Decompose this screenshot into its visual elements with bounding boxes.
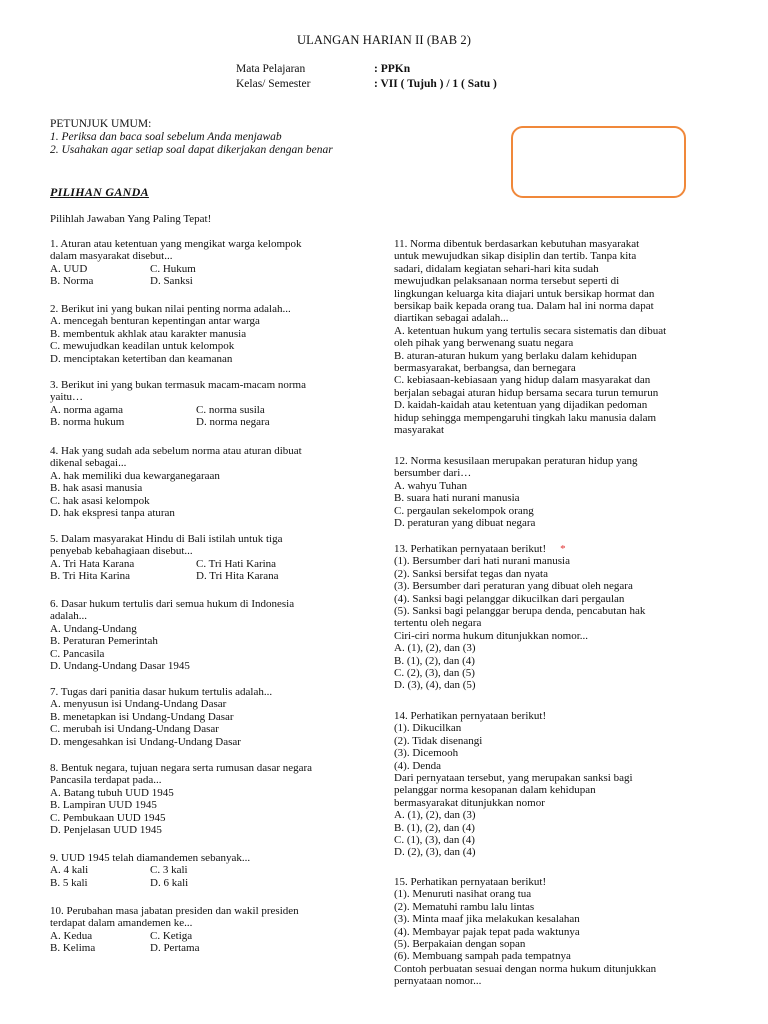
option-b[interactable]: B. suara hati nurani manusia [394, 492, 520, 505]
general-instructions [50, 118, 333, 157]
option-b[interactable]: B. norma hukum [50, 416, 125, 429]
question-stem: 10. Perubahan masa jabatan presiden dan wakil presiden terdapat dalam amandemen ke... [50, 905, 299, 930]
option-b[interactable]: B. Norma [50, 275, 94, 288]
option-grid [50, 864, 350, 889]
option-d[interactable]: D. (2), (3), dan (4) [394, 846, 476, 859]
question-7 [50, 686, 350, 748]
option-d[interactable]: D. hak ekspresi tanpa aturan [50, 507, 175, 520]
option-grid [50, 558, 350, 583]
statement: (4). Denda [394, 759, 442, 772]
question-9 [50, 852, 350, 889]
option-a[interactable]: A. (1), (2), dan (3) [394, 642, 476, 655]
option-a[interactable]: A. norma agama [50, 403, 123, 416]
option-a[interactable]: A. Undang-Undang [50, 622, 137, 635]
question-prompt: Ciri-ciri norma hukum ditunjukkan nomor... [394, 629, 589, 642]
option-a[interactable]: A. mencegah benturan kepentingan antar warga [50, 315, 260, 328]
option-d[interactable]: D. Pertama [150, 942, 200, 955]
option-c[interactable]: C. hak asasi kelompok [50, 494, 150, 507]
option-grid [50, 930, 350, 955]
question-stem [394, 543, 694, 555]
option-d[interactable]: D. Tri Hita Karana [196, 570, 279, 583]
statement: (6). Membuang sampah pada tempatnya [394, 950, 571, 963]
statement: (5). Berpakaian dengan sopan [394, 938, 526, 951]
option-a[interactable]: A. wahyu Tuhan [394, 479, 468, 492]
option-b[interactable]: B. aturan-aturan hukum yang berlaku dalam kehidupan bermasyarakat, berbangsa, dan bernegara [394, 349, 637, 375]
option-c[interactable]: C. Hukum [150, 262, 196, 275]
statement: (5). Sanksi bagi pelanggar berupa denda, pencabutan hak tertentu oleh negara [394, 605, 646, 630]
option-c[interactable]: C. norma susila [196, 403, 265, 416]
question-stem: 3. Berikut ini yang bukan termasuk macam-macam norma yaitu… [50, 379, 306, 404]
statement: (1). Menuruti nasihat orang tua [394, 888, 532, 901]
question-stem: 12. Norma kesusilaan merupakan peraturan hidup yang bersumber dari… [394, 455, 638, 480]
option-b[interactable]: B. (1), (2), dan (4) [394, 821, 475, 834]
statement: (1). Bersumber dari hati nurani manusia [394, 555, 570, 568]
question-3 [50, 379, 350, 429]
option-c[interactable]: C. mewujudkan keadilan untuk kelompok [50, 340, 235, 353]
question-13 [394, 543, 694, 692]
statement: (1). Dikucilkan [394, 722, 462, 735]
option-b[interactable]: B. menetapkan isi Undang-Undang Dasar [50, 710, 234, 723]
question-stem: 1. Aturan atau ketentuan yang mengikat warga kelompok dalam masyarakat disebut... [50, 238, 302, 263]
option-a[interactable]: A. UUD [50, 262, 88, 275]
question-8 [50, 762, 350, 836]
option-a[interactable]: A. Tri Hata Karana [50, 557, 135, 570]
statement: (2). Mematuhi rambu lalu lintas [394, 900, 535, 913]
section-directive: Pilihlah Jawaban Yang Paling Tepat! [50, 213, 212, 225]
option-a[interactable]: A. ketentuan hukum yang tertulis secara sistematis dan dibuat oleh pihak yang berwenang suatu negara [394, 324, 667, 350]
option-d[interactable]: D. norma negara [196, 416, 270, 429]
question-stem: 5. Dalam masyarakat Hindu di Bali istilah untuk tiga penyebab kebahagiaan disebut... [50, 533, 283, 558]
statement: (4). Membayar pajak tepat pada waktunya [394, 925, 580, 938]
option-d[interactable]: D. Sanksi [150, 275, 193, 288]
question-6 [50, 598, 350, 672]
statement: (2). Tidak disenangi [394, 734, 483, 747]
option-c[interactable]: C. Tri Hati Karina [196, 557, 277, 570]
option-d[interactable]: D. peraturan yang dibuat negara [394, 517, 536, 530]
question-stem: 8. Bentuk negara, tujuan negara serta rumusan dasar negara Pancasila terdapat pada... [50, 762, 313, 787]
question-stem: 11. Norma dibentuk berdasarkan kebutuhan masyarakat untuk mewujudkan sikap disiplin dan tertib. Tanpa kita sadari, didalam kegiatan sehari-hari kita sudah mewujudkan pelaksanaan norma tersebut seperti di lingkungan keluarga kita diajari untuk bersikap hormat dan bersikap baik kepada orang tua. Dalam hal ini norma dapat diartikan sebagai adalah... [394, 238, 655, 325]
option-grid [50, 263, 350, 288]
question-prompt: Dari pernyataan tersebut, yang merupakan sanksi bagi pelanggar norma kesopanan dalam kehidupan bermasyarakat ditunjukkan nomor [394, 772, 633, 809]
question-2 [50, 303, 350, 365]
question-4 [50, 445, 350, 519]
option-a[interactable]: A. Batang tubuh UUD 1945 [50, 786, 174, 799]
question-stem: 4. Hak yang sudah ada sebelum norma atau aturan dibuat dikenal sebagai... [50, 445, 302, 470]
class-value: : VII ( Tujuh ) / 1 ( Satu ) [374, 78, 497, 90]
question-stem: 6. Dasar hukum tertulis dari semua hukum di Indonesia adalah... [50, 598, 295, 623]
option-c[interactable]: C. Pembukaan UUD 1945 [50, 811, 166, 824]
option-b[interactable]: B. Lampiran UUD 1945 [50, 799, 157, 812]
option-b[interactable]: B. Tri Hita Karina [50, 570, 131, 583]
question-stem: 9. UUD 1945 telah diamandemen sebanyak... [50, 852, 251, 864]
option-b[interactable]: B. Peraturan Pemerintah [50, 635, 158, 648]
option-a[interactable]: A. 4 kali [50, 864, 89, 877]
name-score-box [511, 126, 686, 198]
question-stem: 7. Tugas dari panitia dasar hukum tertulis adalah... [50, 686, 273, 698]
question-stem: 15. Perhatikan pernyataan berikut! [394, 876, 547, 888]
statement: (4). Sanksi bagi pelanggar dikucilkan dari pergaulan [394, 592, 625, 605]
option-d[interactable]: D. Penjelasan UUD 1945 [50, 824, 162, 837]
option-d[interactable]: D. menciptakan ketertiban dan keamanan [50, 352, 233, 365]
option-c[interactable]: C. (2), (3), dan (5) [394, 667, 475, 680]
option-d[interactable]: D. 6 kali [150, 876, 189, 889]
question-10 [50, 905, 350, 955]
option-a[interactable]: A. hak memiliki dua kewarganegaraan [50, 469, 220, 482]
question-15 [394, 876, 694, 988]
statement: (3). Bersumber dari peraturan yang dibuat oleh negara [394, 580, 633, 593]
instructions-heading: PETUNJUK UMUM: [50, 118, 152, 130]
question-stem: 2. Berikut ini yang bukan nilai penting norma adalah... [50, 303, 291, 315]
option-c[interactable]: C. kebiasaan-kebiasaan yang hidup dalam masyarakat dan berjalan sebagai aturan hidup bersama secara turun temurun [394, 374, 659, 399]
statement: (2). Sanksi bersifat tegas dan nyata [394, 567, 548, 580]
subject-label: Mata Pelajaran [236, 63, 306, 75]
option-c[interactable]: C. pergaulan sekelompok orang [394, 504, 534, 517]
subject-value: : PPKn [374, 63, 411, 75]
question-1 [50, 238, 350, 288]
option-b[interactable]: B. membentuk akhlak atau karakter manusia [50, 327, 247, 340]
question-14 [394, 710, 694, 859]
red-star-mark: * [560, 543, 566, 555]
option-a[interactable]: A. (1), (2), dan (3) [394, 809, 476, 822]
question-12 [394, 455, 694, 529]
option-d[interactable]: D. kaidah-kaidah atau ketentuan yang dijadikan pedoman hidup sehingga mempengaruhi tingkah laku manusia dalam masyarakat [394, 399, 657, 437]
option-c[interactable]: C. Ketiga [150, 929, 193, 942]
option-d[interactable]: D. (3), (4), dan (5) [394, 679, 476, 692]
question-stem-text: 13. Perhatikan pernyataan berikut! [394, 543, 547, 555]
question-prompt: Contoh perbuatan sesuai dengan norma hukum ditunjukkan pernyataan nomor... [394, 962, 657, 988]
section-title: PILIHAN GANDA [50, 185, 149, 199]
option-d[interactable]: D. Undang-Undang Dasar 1945 [50, 660, 190, 673]
option-c[interactable]: C. merubah isi Undang-Undang Dasar [50, 723, 219, 736]
exam-title: ULANGAN HARIAN II (BAB 2) [296, 33, 471, 47]
option-b[interactable]: B. (1), (2), dan (4) [394, 654, 475, 667]
question-11 [394, 238, 694, 437]
option-b[interactable]: B. hak asasi manusia [50, 482, 143, 495]
option-b[interactable]: B. 5 kali [50, 876, 88, 889]
instruction-item: 1. Periksa dan baca soal sebelum Anda menjawab [50, 131, 282, 143]
question-stem: 14. Perhatikan pernyataan berikut! [394, 710, 547, 722]
question-5 [50, 533, 350, 583]
statement: (3). Dicemooh [394, 747, 459, 760]
option-b[interactable]: B. Kelima [50, 942, 96, 955]
option-grid [50, 404, 350, 429]
option-c[interactable]: C. 3 kali [150, 864, 188, 877]
option-a[interactable]: A. menyusun isi Undang-Undang Dasar [50, 698, 227, 711]
option-d[interactable]: D. mengesahkan isi Undang-Undang Dasar [50, 735, 241, 748]
option-a[interactable]: A. Kedua [50, 929, 93, 942]
option-c[interactable]: C. Pancasila [50, 647, 105, 660]
instruction-item: 2. Usahakan agar setiap soal dapat dikerjakan dengan benar [50, 144, 333, 156]
statement: (3). Minta maaf jika melakukan kesalahan [394, 913, 580, 926]
option-c[interactable]: C. (1), (3), dan (4) [394, 834, 475, 847]
class-label: Kelas/ Semester [236, 78, 311, 90]
